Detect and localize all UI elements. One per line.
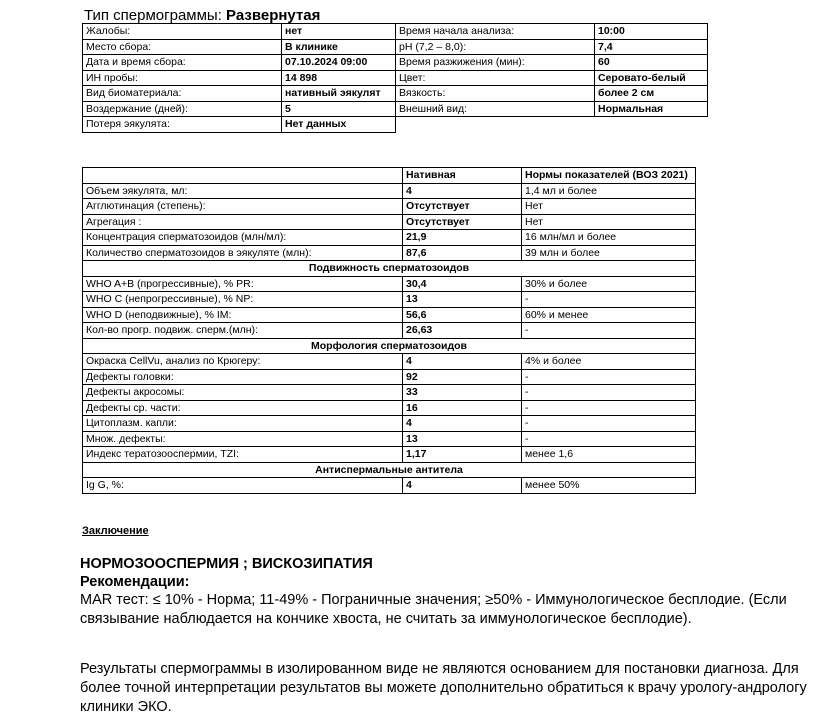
- morphology-section-title: Морфология сперматозоидов: [83, 338, 696, 354]
- info-value-2: 60: [595, 55, 708, 71]
- morphology-section: [83, 338, 696, 354]
- info-row: [83, 86, 708, 102]
- parameter-norm: 1,4 мл и более: [522, 183, 696, 199]
- info-label-2: Время разжижения (мин):: [396, 55, 595, 71]
- column-header-native: Нативная: [403, 168, 522, 184]
- info-label: Жалобы:: [83, 24, 282, 40]
- header-empty-cell: [83, 168, 403, 184]
- info-value-2: Серовато-белый: [595, 70, 708, 86]
- info-row: [83, 39, 708, 55]
- parameter-name: Концентрация сперматозоидов (млн/мл):: [83, 230, 403, 246]
- parameter-name: Индекс тератозооспермии, TZI:: [83, 447, 403, 463]
- info-row: [83, 70, 708, 86]
- column-header-norms: Нормы показателей (ВОЗ 2021): [522, 168, 696, 184]
- info-value-2: [595, 117, 708, 133]
- result-row: [83, 183, 696, 199]
- parameter-norm: -: [522, 323, 696, 339]
- parameter-name: Агглютинация (степень):: [83, 199, 403, 215]
- parameter-name: Дефекты ср. части:: [83, 400, 403, 416]
- parameter-norm: -: [522, 385, 696, 401]
- result-row: [83, 307, 696, 323]
- antibody-section: [83, 462, 696, 478]
- parameter-value: 56,6: [403, 307, 522, 323]
- parameter-norm: -: [522, 292, 696, 308]
- result-row: [83, 354, 696, 370]
- info-label-2: Время начала анализа:: [396, 24, 595, 40]
- results-header-row: [83, 168, 696, 184]
- info-label: Воздержание (дней):: [83, 101, 282, 117]
- result-row: [83, 245, 696, 261]
- results-table: [82, 167, 696, 494]
- info-label-2: Вязкость:: [396, 86, 595, 102]
- parameter-name: Агрегация :: [83, 214, 403, 230]
- info-label-2: [396, 117, 595, 133]
- parameter-name: Окраска CellVu, анализ по Крюгеру:: [83, 354, 403, 370]
- parameter-value: 16: [403, 400, 522, 416]
- info-value: 07.10.2024 09:00: [282, 55, 396, 71]
- parameter-value: 21,9: [403, 230, 522, 246]
- parameter-norm: 4% и более: [522, 354, 696, 370]
- parameter-norm: Нет: [522, 199, 696, 215]
- parameter-value: 4: [403, 416, 522, 432]
- result-row: [83, 199, 696, 215]
- parameter-name: Дефекты головки:: [83, 369, 403, 385]
- info-label: Вид биоматериала:: [83, 86, 282, 102]
- info-label: ИН пробы:: [83, 70, 282, 86]
- parameter-value: 26,63: [403, 323, 522, 339]
- info-label: Дата и время сбора:: [83, 55, 282, 71]
- parameter-name: WHO A+B (прогрессивные), % PR:: [83, 276, 403, 292]
- parameter-value: Отсутствует: [403, 199, 522, 215]
- parameter-value: 4: [403, 183, 522, 199]
- parameter-value: 92: [403, 369, 522, 385]
- parameter-value: 13: [403, 292, 522, 308]
- info-value: 14 898: [282, 70, 396, 86]
- parameter-name: WHO C (непрогрессивные), % NP:: [83, 292, 403, 308]
- result-row: [83, 478, 696, 494]
- result-row: [83, 400, 696, 416]
- conclusion-label: Заключение: [82, 525, 149, 537]
- parameter-value: 30,4: [403, 276, 522, 292]
- info-label-2: Цвет:: [396, 70, 595, 86]
- parameter-name: Кол-во прогр. подвиж. сперм.(млн):: [83, 323, 403, 339]
- info-label-2: pH (7,2 – 8,0):: [396, 39, 595, 55]
- parameter-norm: Нет: [522, 214, 696, 230]
- result-row: [83, 230, 696, 246]
- parameter-norm: 60% и менее: [522, 307, 696, 323]
- spermogram-type-value: Развернутая: [226, 7, 321, 24]
- info-row: [83, 117, 708, 133]
- parameter-name: Цитоплазм. капли:: [83, 416, 403, 432]
- info-label: Потеря эякулята:: [83, 117, 282, 133]
- parameter-name: Дефекты акросомы:: [83, 385, 403, 401]
- parameter-norm: 30% и более: [522, 276, 696, 292]
- parameter-value: 13: [403, 431, 522, 447]
- info-value-2: Нормальная: [595, 101, 708, 117]
- parameter-name: Количество сперматозоидов в эякуляте (млн):: [83, 245, 403, 261]
- sample-info-table: [82, 23, 708, 133]
- disclaimer: Результаты спермограммы в изолированном виде не являются основанием для постановки диагноза. Для более точной интерпретации результатов вы можете дополнительно обратиться к врачу урологу-андрологу клиники ЭКО.: [80, 661, 807, 715]
- result-row: [83, 431, 696, 447]
- info-value: нативный эякулят: [282, 86, 396, 102]
- motility-section: [83, 261, 696, 277]
- parameter-value: 1,17: [403, 447, 522, 463]
- parameter-value: 4: [403, 354, 522, 370]
- spermogram-type-label: Тип спермограммы:: [84, 7, 222, 24]
- spermogram-type-title: [84, 7, 320, 24]
- info-value-2: 7,4: [595, 39, 708, 55]
- result-row: [83, 292, 696, 308]
- motility-section-title: Подвижность сперматозоидов: [83, 261, 696, 277]
- parameter-norm: -: [522, 400, 696, 416]
- parameter-value: 33: [403, 385, 522, 401]
- recommendations-text: MAR тест: ≤ 10% - Норма; 11-49% - Пограничные значения; ≥50% - Иммунологическое бесплодие. (Если связывание наблюдается на кончике хвоста, не считать за иммунологическое бесплодие).: [80, 592, 787, 627]
- parameter-name: WHO D (неподвижные), % IM:: [83, 307, 403, 323]
- result-row: [83, 369, 696, 385]
- info-value: В клинике: [282, 39, 396, 55]
- parameter-norm: менее 50%: [522, 478, 696, 494]
- info-row: [83, 24, 708, 40]
- diagnosis: НОРМОЗООСПЕРМИЯ ; ВИСКОЗИПАТИЯ: [80, 556, 373, 572]
- info-value-2: более 2 см: [595, 86, 708, 102]
- info-row: [83, 101, 708, 117]
- antibody-section-title: Антиспермальные антитела: [83, 462, 696, 478]
- parameter-norm: менее 1,6: [522, 447, 696, 463]
- parameter-norm: 16 млн/мл и более: [522, 230, 696, 246]
- info-value: нет: [282, 24, 396, 40]
- parameter-norm: 39 млн и более: [522, 245, 696, 261]
- info-value: Нет данных: [282, 117, 396, 133]
- recommendations-title: Рекомендации:: [80, 574, 190, 590]
- result-row: [83, 447, 696, 463]
- parameter-name: Объем эякулята, мл:: [83, 183, 403, 199]
- parameter-name: Множ. дефекты:: [83, 431, 403, 447]
- result-row: [83, 214, 696, 230]
- parameter-value: Отсутствует: [403, 214, 522, 230]
- info-label: Место сбора:: [83, 39, 282, 55]
- info-value: 5: [282, 101, 396, 117]
- parameter-value: 4: [403, 478, 522, 494]
- result-row: [83, 276, 696, 292]
- result-row: [83, 416, 696, 432]
- parameter-norm: -: [522, 416, 696, 432]
- parameter-norm: -: [522, 431, 696, 447]
- info-row: [83, 55, 708, 71]
- parameter-norm: -: [522, 369, 696, 385]
- result-row: [83, 323, 696, 339]
- parameter-name: Ig G, %:: [83, 478, 403, 494]
- info-label-2: Внешний вид:: [396, 101, 595, 117]
- result-row: [83, 385, 696, 401]
- parameter-value: 87,6: [403, 245, 522, 261]
- info-value-2: 10:00: [595, 24, 708, 40]
